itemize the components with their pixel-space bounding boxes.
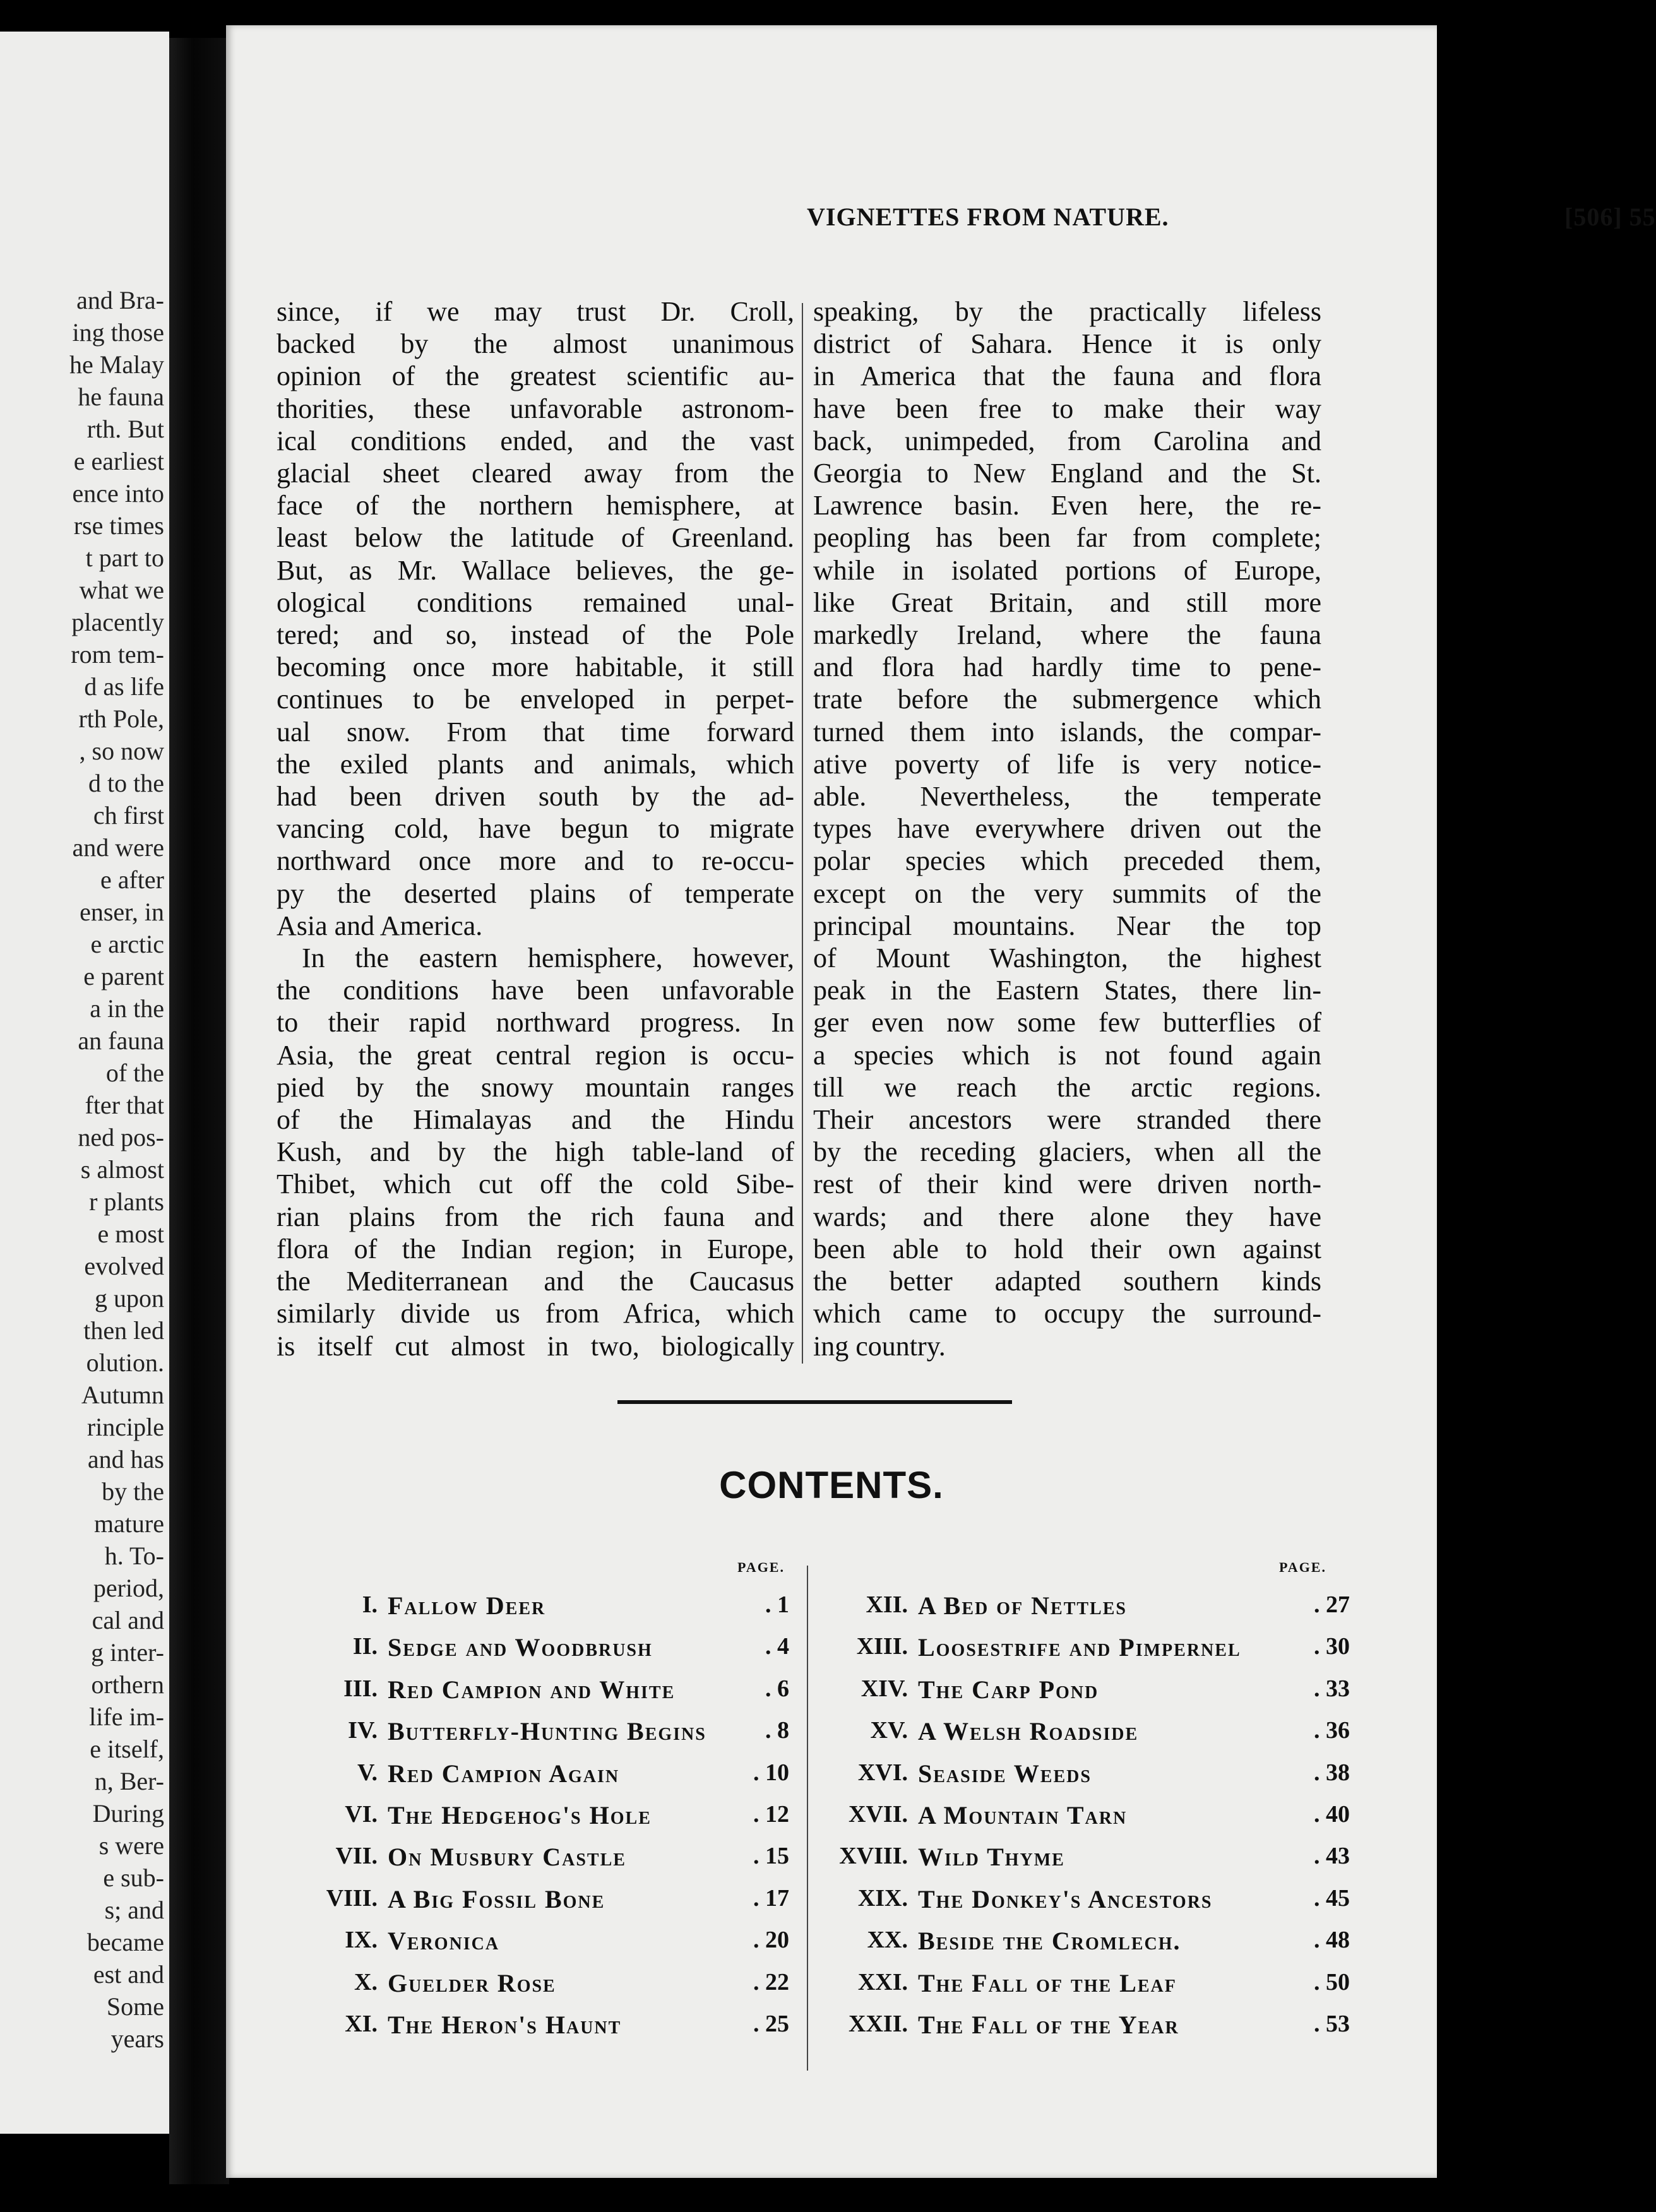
facing-page-line: h. To- <box>104 1542 164 1570</box>
text-line: Asia, the great central region is occu- <box>277 1039 794 1071</box>
chapter-title: A Welsh Roadside <box>918 1717 1139 1746</box>
chapter-page: . 30 <box>1314 1633 1350 1660</box>
facing-page-line: life im- <box>89 1703 164 1731</box>
chapter-page: . 53 <box>1314 2010 1350 2037</box>
chapter-title: The Fall of the Leaf <box>918 1968 1177 1997</box>
chapter-page: . 25 <box>753 2010 789 2037</box>
text-line: in America that the fauna and flora <box>813 360 1321 392</box>
facing-page-line: he Malay <box>69 350 164 379</box>
text-line: like Great Britain, and still more <box>813 586 1321 618</box>
chapter-number: X. <box>354 1968 378 1995</box>
text-line: ger even now some few butterflies of <box>813 1007 1321 1038</box>
text-line: ical conditions ended, and the vast <box>277 425 794 456</box>
contents-entry <box>264 1836 801 1877</box>
text-line: northward once more and to re-occu- <box>277 845 794 877</box>
facing-page-line: fter that <box>85 1091 164 1119</box>
chapter-number: XI. <box>345 2010 378 2037</box>
chapter-page: . 50 <box>1314 1968 1350 1995</box>
facing-page-line: became <box>86 1928 164 1956</box>
facing-page-line: rse times <box>73 511 164 540</box>
contents-entry <box>819 1668 1362 1710</box>
contents-entry <box>264 2004 801 2045</box>
chapter-number: XXII. <box>849 2010 908 2037</box>
chapter-title: The Heron's Haunt <box>388 2010 622 2039</box>
text-line: glacial sheet cleared away from the <box>277 458 794 489</box>
chapter-title: Fallow Deer <box>388 1591 546 1620</box>
facing-page-line: e most <box>97 1220 164 1248</box>
chapter-title: The Hedgehog's Hole <box>388 1800 652 1829</box>
text-line: back, unimpeded, from Carolina and <box>813 425 1321 456</box>
chapter-page: . 4 <box>765 1633 789 1660</box>
facing-page-text <box>69 284 164 2055</box>
contents-entry <box>264 1962 801 2004</box>
text-line: markedly Ireland, where the fauna <box>813 619 1321 651</box>
text-line: able. Nevertheless, the temperate <box>813 781 1321 812</box>
text-line: But, as Mr. Wallace believes, the ge- <box>277 554 794 586</box>
text-line: rian plains from the rich fauna and <box>277 1201 794 1232</box>
facing-page-line: orthern <box>91 1670 164 1699</box>
chapter-page: . 6 <box>765 1675 789 1702</box>
text-line: the conditions have been unfavorable <box>277 975 794 1006</box>
contents-entry <box>819 2004 1362 2045</box>
chapter-title: A Bed of Nettles <box>918 1591 1127 1620</box>
facing-page-line: evolved <box>84 1252 164 1280</box>
chapter-title: Loosestrife and Pimpernel <box>918 1633 1241 1662</box>
chapter-title: Butterfly-Hunting Begins <box>388 1717 706 1746</box>
facing-page-line: r plants <box>89 1187 164 1216</box>
text-line: pied by the snowy mountain ranges <box>277 1071 794 1103</box>
facing-page-line: and were <box>72 833 164 862</box>
text-line: except on the very summits of the <box>813 877 1321 909</box>
chapter-number: VIII. <box>326 1884 378 1912</box>
chapter-number: XVIII. <box>839 1843 908 1870</box>
chapter-number: XVI. <box>857 1759 908 1786</box>
chapter-number: XVII. <box>849 1800 908 1828</box>
text-line: Kush, and by the high table-land of <box>277 1136 794 1168</box>
contents-entry <box>819 1878 1362 1920</box>
text-line: wards; and there alone they have <box>813 1201 1321 1232</box>
text-line: have been free to make their way <box>813 393 1321 424</box>
text-line: least below the latitude of Greenland. <box>277 522 794 554</box>
facing-page-line: s almost <box>80 1155 164 1184</box>
facing-page-line: rth. But <box>86 415 164 443</box>
chapter-page: . 20 <box>753 1927 789 1954</box>
page-column-label-right: PAGE. <box>1279 1559 1326 1575</box>
chapter-title: The Carp Pond <box>918 1675 1099 1704</box>
chapter-page: . 15 <box>753 1843 789 1870</box>
running-title: VIGNETTES FROM NATURE. <box>807 203 1169 231</box>
contents-entry <box>264 1752 801 1794</box>
chapter-number: III. <box>343 1675 378 1702</box>
contents-entry <box>819 1752 1362 1794</box>
facing-page-line: what we <box>79 576 164 604</box>
facing-page-line: an fauna <box>78 1026 164 1055</box>
contents-list-right <box>819 1585 1362 2045</box>
contents-entry <box>819 1962 1362 2004</box>
text-line: peopling has been far from complete; <box>813 522 1321 554</box>
text-line: tered; and so, instead of the Pole <box>277 619 794 651</box>
chapter-title: Red Campion Again <box>388 1759 620 1788</box>
chapter-page: . 48 <box>1314 1927 1350 1954</box>
facing-page-line: s; and <box>104 1896 164 1924</box>
text-line: ual snow. From that time forward <box>277 716 794 747</box>
contents-entry <box>819 1794 1362 1836</box>
contents-entry <box>819 1585 1362 1626</box>
contents-entry <box>819 1626 1362 1668</box>
text-line: In the eastern hemisphere, however, <box>302 942 794 974</box>
chapter-title: Sedge and Woodbrush <box>388 1633 653 1662</box>
text-line: backed by the almost unanimous <box>277 328 794 360</box>
text-line: Lawrence basin. Even here, the re- <box>813 490 1321 521</box>
chapter-number: XX. <box>867 1927 908 1954</box>
page-column-label-left: PAGE. <box>737 1559 785 1575</box>
facing-page-line: he fauna <box>78 383 164 411</box>
text-line: ative poverty of life is very notice- <box>813 748 1321 780</box>
chapter-number: VI. <box>345 1800 378 1828</box>
chapter-title: A Big Fossil Bone <box>388 1884 605 1913</box>
facing-page-line: ence into <box>72 479 164 508</box>
text-line: face of the northern hemisphere, at <box>277 490 794 521</box>
facing-page-line: e after <box>100 865 164 894</box>
facing-page-line: and has <box>87 1445 164 1473</box>
chapter-page: . 12 <box>753 1800 789 1828</box>
facing-page-line: and Bra- <box>76 286 164 314</box>
text-line: py the deserted plains of temperate <box>277 877 794 909</box>
text-line: the Mediterranean and the Caucasus <box>277 1266 794 1297</box>
text-line: which came to occupy the surround- <box>813 1298 1321 1329</box>
text-line: similarly divide us from Africa, which <box>277 1298 794 1329</box>
facing-page-line: e earliest <box>73 447 164 475</box>
facing-page-line: , so now <box>79 737 164 765</box>
chapter-page: . 33 <box>1314 1675 1350 1702</box>
text-line: continues to be enveloped in perpet- <box>277 684 794 715</box>
chapter-page: . 40 <box>1314 1800 1350 1828</box>
text-line: Thibet, which cut off the cold Sibe- <box>277 1168 794 1200</box>
chapter-page: . 45 <box>1314 1884 1350 1912</box>
text-line: of the Himalayas and the Hindu <box>277 1104 794 1136</box>
chapter-title: Guelder Rose <box>388 1968 556 1997</box>
chapter-title: Red Campion and White <box>388 1675 676 1704</box>
facing-page-line: period, <box>93 1574 164 1602</box>
text-line: till we reach the arctic regions. <box>813 1071 1321 1103</box>
facing-page-line: rom tem- <box>71 640 164 669</box>
facing-page-line: cal and <box>92 1606 164 1634</box>
chapter-page: . 36 <box>1314 1717 1350 1744</box>
facing-page-line: of the <box>105 1059 164 1087</box>
facing-page-line: t part to <box>85 544 164 572</box>
facing-page-line: e parent <box>83 962 164 990</box>
facing-page-line: years <box>110 2025 164 2053</box>
chapter-number: I. <box>362 1591 378 1618</box>
text-line: flora of the Indian region; in Europe, <box>277 1233 794 1264</box>
chapter-title: On Musbury Castle <box>388 1843 626 1872</box>
facing-page-line: rth Pole, <box>78 705 164 733</box>
chapter-number: XII. <box>866 1591 908 1618</box>
chapter-title: Seaside Weeds <box>918 1759 1092 1788</box>
text-line: rest of their kind were driven north- <box>813 1168 1321 1200</box>
text-line: peak in the Eastern States, there lin- <box>813 975 1321 1006</box>
facing-page-line: e sub- <box>103 1864 164 1892</box>
chapter-number: XIII. <box>856 1633 908 1660</box>
text-line: the exiled plants and animals, which <box>277 748 794 780</box>
text-line: ological conditions remained unal- <box>277 586 794 618</box>
chapter-title: Wild Thyme <box>918 1843 1065 1872</box>
text-line: Georgia to New England and the St. <box>813 458 1321 489</box>
text-line: vancing cold, have begun to migrate <box>277 813 794 845</box>
chapter-page: . 8 <box>765 1717 789 1744</box>
text-line: had been driven south by the ad- <box>277 781 794 812</box>
chapter-page: . 17 <box>753 1884 789 1912</box>
text-line: the better adapted southern kinds <box>813 1266 1321 1297</box>
facing-page-line: g inter- <box>91 1638 164 1667</box>
contents-entry <box>264 1794 801 1836</box>
page-number: [506] 55 <box>1564 203 1656 231</box>
text-column-right <box>813 295 1321 1362</box>
book-page <box>226 25 1656 2178</box>
text-line: been able to hold their own against <box>813 1233 1321 1264</box>
text-line: while in isolated portions of Europe, <box>813 554 1321 586</box>
text-line: Asia and America. <box>277 910 483 941</box>
facing-page-line: est and <box>93 1960 164 1989</box>
chapter-number: XIX. <box>857 1884 908 1912</box>
text-line: speaking, by the practically lifeless <box>813 296 1321 327</box>
contents-entry <box>819 1710 1362 1752</box>
chapter-number: XV. <box>870 1717 908 1744</box>
facing-page <box>0 32 169 2134</box>
chapter-page: . 38 <box>1314 1759 1350 1786</box>
column-divider <box>802 303 803 1364</box>
chapter-number: XXI. <box>857 1968 908 1995</box>
facing-page-line: e arctic <box>90 930 164 958</box>
chapter-page: . 43 <box>1314 1843 1350 1870</box>
chapter-number: IX. <box>345 1927 378 1954</box>
contents-entry <box>264 1668 801 1710</box>
book-gutter <box>169 38 229 2184</box>
facing-page-line: ing those <box>72 318 164 347</box>
contents-entry <box>264 1626 801 1668</box>
text-line: thorities, these unfavorable astronom- <box>277 393 794 424</box>
chapter-page: . 1 <box>765 1591 789 1618</box>
text-line: district of Sahara. Hence it is only <box>813 328 1321 360</box>
facing-page-line: olution. <box>86 1348 164 1377</box>
text-line: principal mountains. Near the top <box>813 910 1321 941</box>
chapter-number: IV. <box>348 1717 378 1744</box>
chapter-title: The Donkey's Ancestors <box>918 1884 1213 1913</box>
facing-page-line: then led <box>83 1316 164 1345</box>
text-line: and flora had hardly time to pene- <box>813 651 1321 683</box>
chapter-page: . 10 <box>753 1759 789 1786</box>
text-column-left <box>277 295 794 1362</box>
facing-page-line: During <box>92 1799 164 1828</box>
contents-entry <box>264 1920 801 1961</box>
facing-page-line: d to the <box>88 769 164 797</box>
chapter-number: II. <box>352 1633 378 1660</box>
text-line: trate before the submergence which <box>813 684 1321 715</box>
text-line: types have everywhere driven out the <box>813 813 1321 845</box>
section-rule <box>617 1400 1012 1404</box>
facing-page-line: placently <box>71 608 164 636</box>
facing-page-line: e itself, <box>90 1735 164 1763</box>
chapter-title: The Fall of the Year <box>918 2010 1179 2039</box>
text-line: ing country. <box>813 1330 946 1362</box>
chapter-title: A Mountain Tarn <box>918 1800 1128 1829</box>
contents-heading: CONTENTS. <box>719 1464 944 1506</box>
chapter-number: VII. <box>335 1843 378 1870</box>
contents-list-left <box>264 1585 801 2045</box>
facing-page-line: mature <box>93 1509 164 1538</box>
facing-page-line: d as life <box>84 672 164 701</box>
facing-page-line: enser, in <box>80 898 164 926</box>
facing-page-line: a in the <box>90 994 164 1023</box>
facing-page-line: g upon <box>95 1284 164 1312</box>
text-line: polar species which preceded them, <box>813 845 1321 877</box>
contents-entry <box>819 1836 1362 1877</box>
facing-page-line: n, Ber- <box>94 1767 164 1795</box>
facing-page-line: ned pos- <box>78 1123 164 1151</box>
chapter-title: Veronica <box>388 1927 500 1956</box>
text-line: a species which is not found again <box>813 1039 1321 1071</box>
chapter-number: XIV. <box>861 1675 908 1702</box>
text-line: is itself cut almost in two, biologically <box>277 1330 794 1362</box>
contents-entry <box>264 1710 801 1752</box>
text-line: by the receding glaciers, when all the <box>813 1136 1321 1168</box>
chapter-title: Beside the Cromlech. <box>918 1927 1181 1956</box>
contents-entry <box>819 1920 1362 1961</box>
chapter-page: . 27 <box>1314 1591 1350 1618</box>
facing-page-line: rinciple <box>86 1413 164 1441</box>
contents-entry <box>264 1585 801 1626</box>
chapter-page: . 22 <box>753 1968 789 1995</box>
facing-page-line: ch first <box>93 801 164 830</box>
text-line: of Mount Washington, the highest <box>813 942 1321 974</box>
facing-page-line: s were <box>98 1831 164 1860</box>
facing-page-line: Autumn <box>81 1381 164 1409</box>
text-line: becoming once more habitable, it still <box>277 651 794 683</box>
facing-page-line: Some <box>106 1992 164 2021</box>
text-line: since, if we may trust Dr. Croll, <box>277 296 794 327</box>
chapter-number: V. <box>357 1759 378 1786</box>
text-line: opinion of the greatest scientific au- <box>277 360 794 392</box>
text-line: Their ancestors were stranded there <box>813 1104 1321 1136</box>
contents-entry <box>264 1878 801 1920</box>
text-line: to their rapid northward progress. In <box>277 1007 794 1038</box>
contents-divider <box>807 1566 808 2071</box>
facing-page-line: by the <box>102 1477 164 1506</box>
text-line: turned them into islands, the compar- <box>813 716 1321 747</box>
